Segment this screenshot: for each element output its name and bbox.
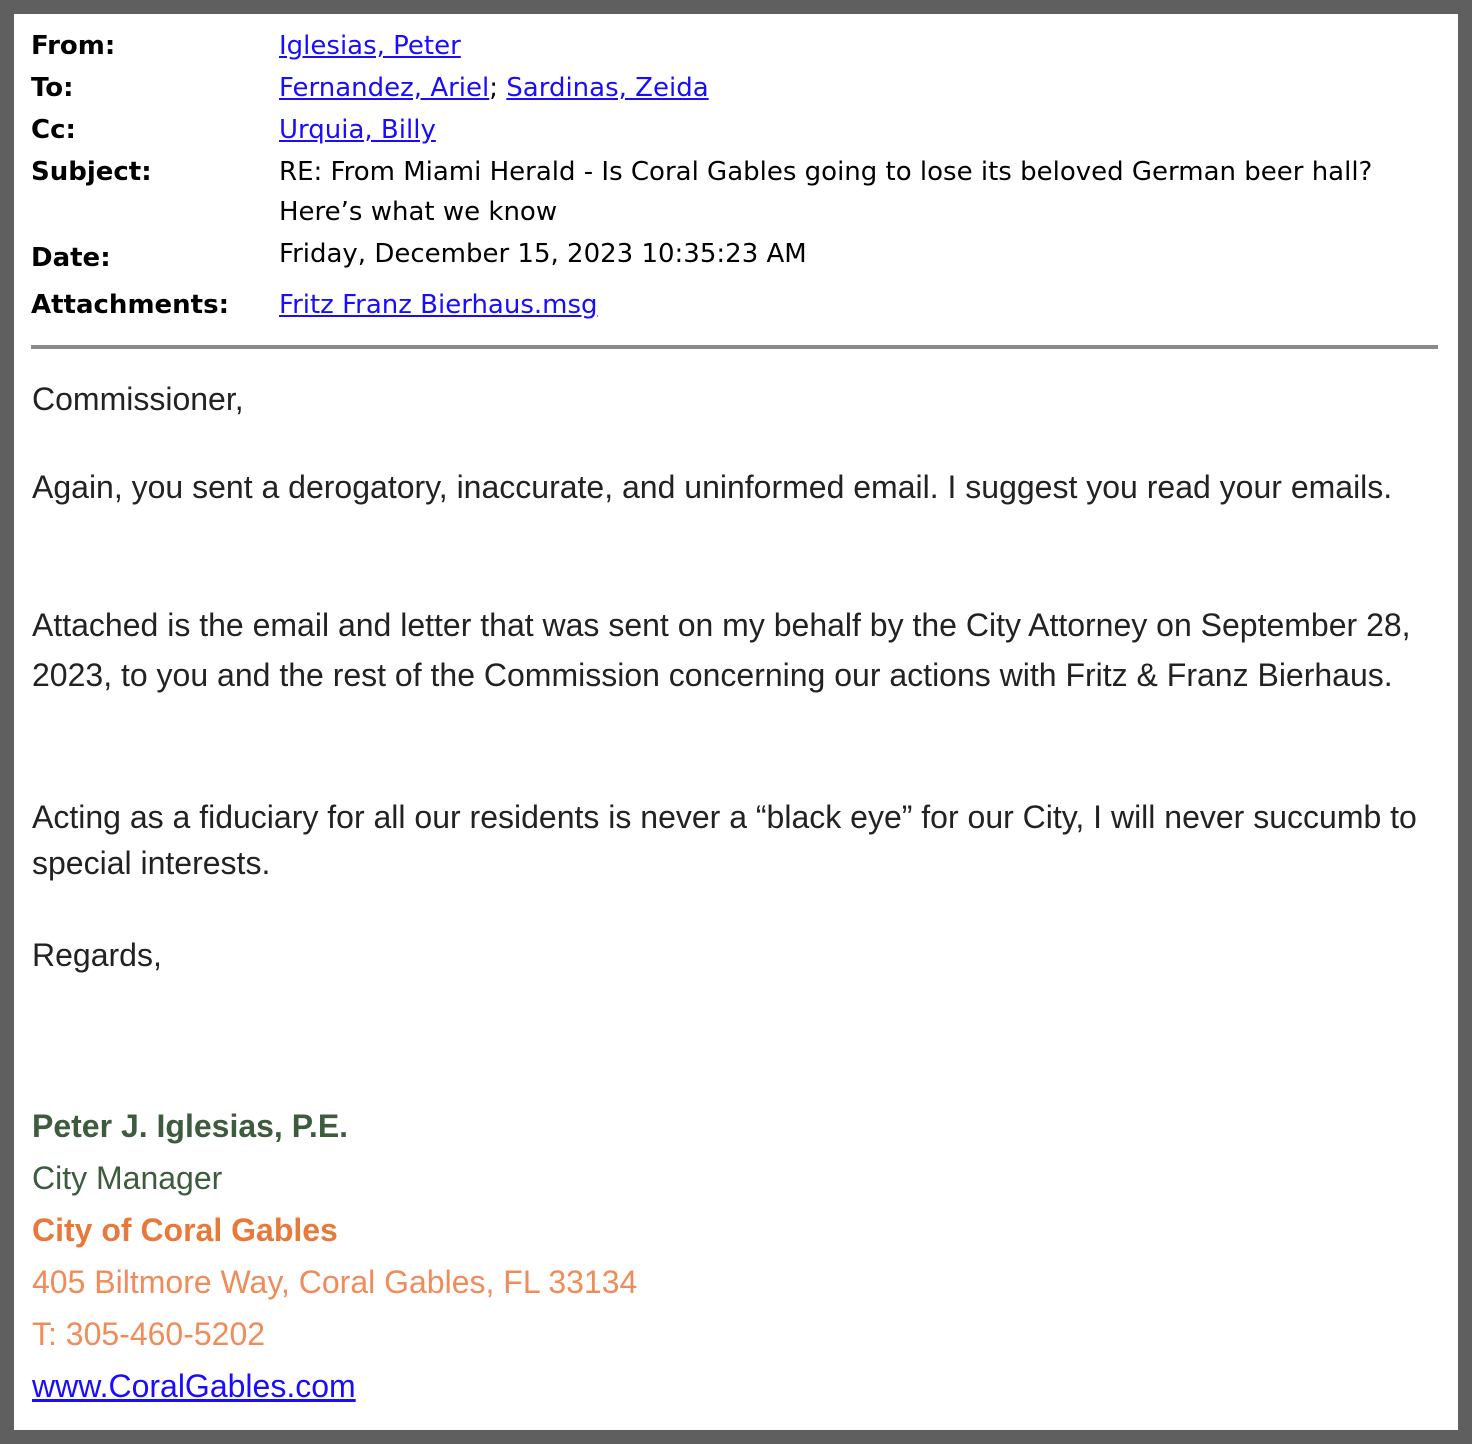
attachment-link[interactable]: Fritz Franz Bierhaus.msg [279, 290, 598, 320]
from-label: From: [31, 31, 116, 61]
signature-name: Peter J. Iglesias, P.E. [32, 1108, 349, 1144]
recipient-link-2[interactable]: Sardinas, Zeida [506, 73, 709, 103]
signature-website [32, 1360, 356, 1412]
attachments-value [279, 285, 1409, 325]
subject-value: RE: From Miami Herald - Is Coral Gables going to lose its beloved German beer hall? Here’s what we know [279, 157, 1373, 227]
attachments-label: Attachments: [31, 290, 229, 320]
signature-title: City Manager [32, 1160, 223, 1196]
to-value [279, 68, 1409, 108]
signature-address: 405 Biltmore Way, Coral Gables, FL 33134 [32, 1264, 638, 1300]
date-label: Date: [31, 243, 111, 273]
greeting: Commissioner, [32, 381, 244, 417]
paragraph-1: Again, you sent a derogatory, inaccurate, and uninformed email. I suggest you read your emails. [32, 469, 1393, 505]
to-label: To: [31, 73, 74, 103]
cc-label: Cc: [31, 115, 76, 145]
sender-link[interactable]: Iglesias, Peter [279, 31, 461, 61]
date-value: Friday, December 15, 2023 10:35:23 AM [279, 239, 807, 269]
paragraph-2: Attached is the email and letter that was sent on my behalf by the City Attorney on September 28, 2023, to you and the rest of the Commission concerning our actions with Fritz & Franz Bierhaus. [32, 607, 1411, 693]
cc-value [279, 110, 1409, 150]
cc-link[interactable]: Urquia, Billy [279, 115, 436, 145]
from-value [279, 26, 1409, 66]
website-link[interactable]: www.CoralGables.com [32, 1368, 356, 1404]
header-divider [31, 345, 1438, 349]
recipient-link-1[interactable]: Fernandez, Ariel [279, 73, 490, 103]
recipient-separator: ; [489, 73, 499, 103]
signature-organization: City of Coral Gables [32, 1212, 338, 1248]
signature-phone: T: 305-460-5202 [32, 1316, 266, 1352]
closing: Regards, [32, 937, 162, 973]
subject-label: Subject: [31, 157, 152, 187]
paragraph-3: Acting as a fiduciary for all our residents is never a “black eye” for our City, I will never succumb to special interests. [32, 799, 1417, 881]
email-page [14, 14, 1458, 1430]
